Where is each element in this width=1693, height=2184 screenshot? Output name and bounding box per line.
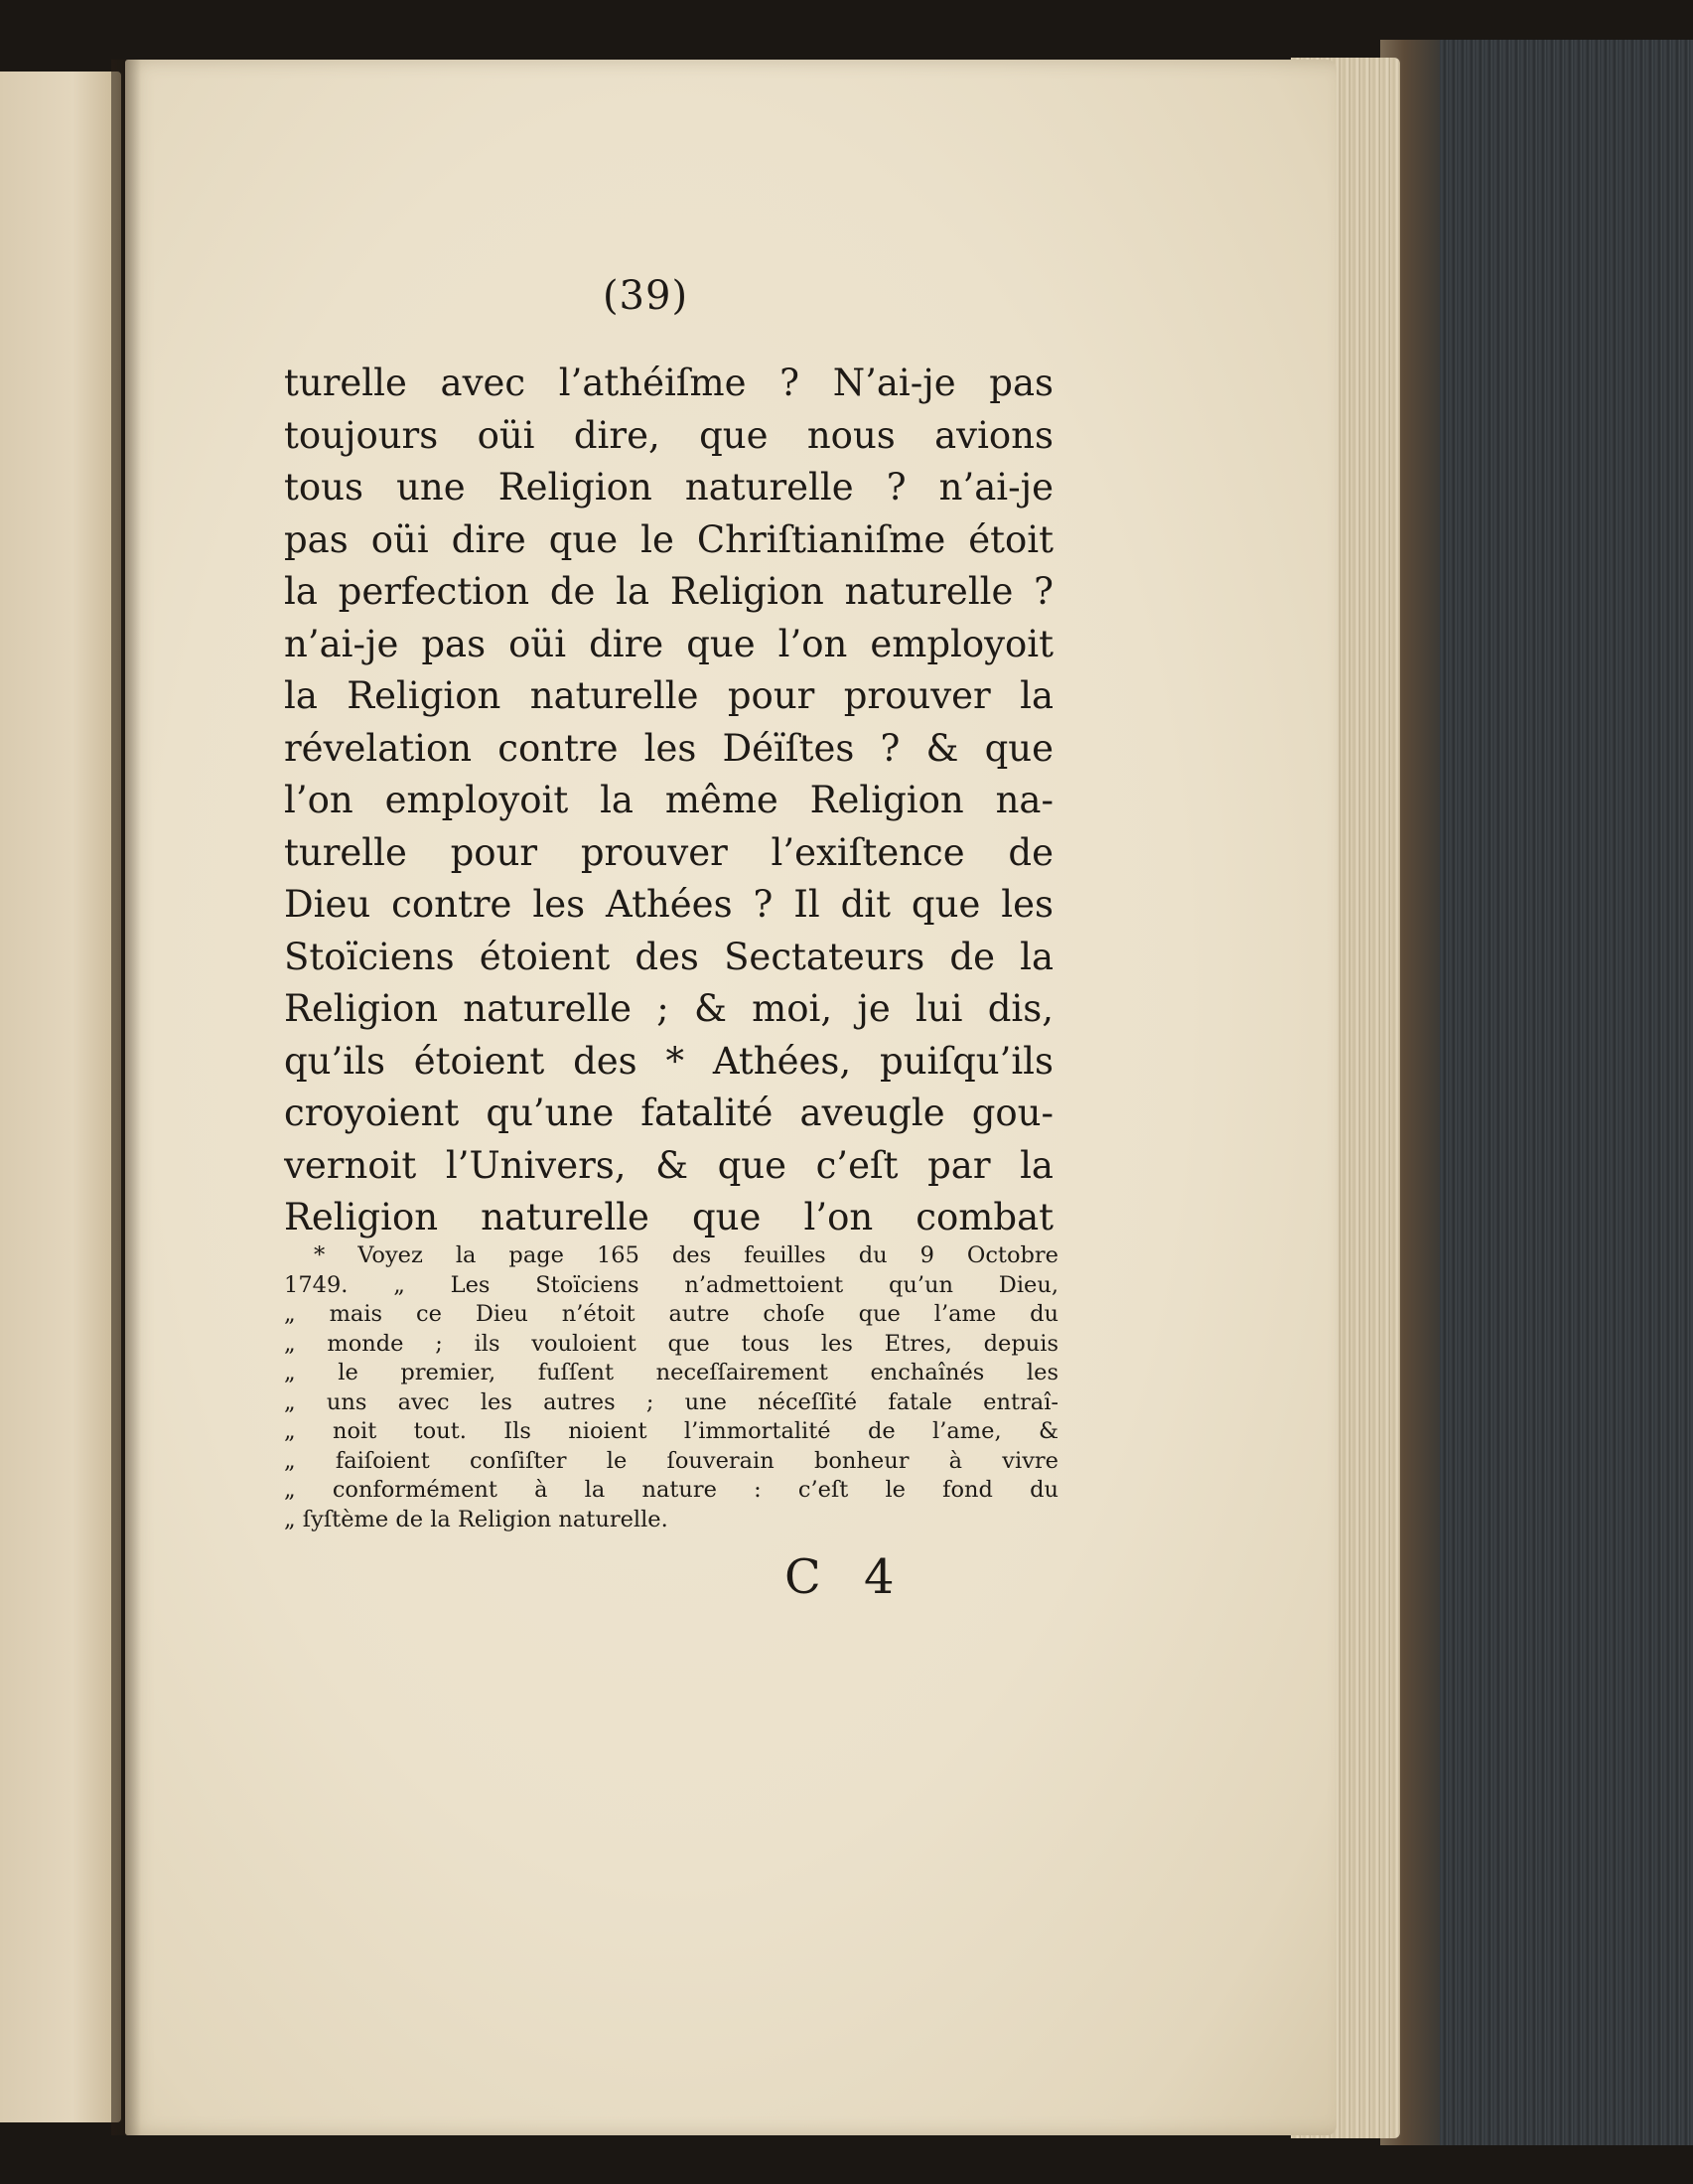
- footnote-line: „ mais ce Dieu n’étoit autre choſe que l’ame du: [284, 1301, 1058, 1327]
- footnote-line: 1749. „ Les Stoïciens n’admettoient qu’un Dieu,: [284, 1271, 1058, 1298]
- body-line: toujours oüi dire, que nous avions: [284, 413, 1054, 457]
- body-line: tous une Religion naturelle ? n’ai-je: [284, 466, 1054, 509]
- signature-mark: C 4: [784, 1549, 909, 1605]
- body-line: croyoient qu’une fatalité aveugle gou-: [284, 1092, 1054, 1134]
- page-number: (39): [602, 273, 689, 319]
- footnote-line: „ conformément à la nature : c’eſt le fond du: [284, 1477, 1058, 1503]
- footnote-line: „ noit tout. Ils nioient l’immortalité de l’ame, &: [284, 1418, 1058, 1444]
- left-page-edge: [0, 72, 121, 2122]
- gutter-shadow: [111, 60, 141, 2135]
- body-line: révelation contre les Déïſtes ? & que: [284, 726, 1054, 770]
- body-line: la Religion naturelle pour prouver la: [284, 674, 1054, 717]
- footnote: [284, 1241, 1058, 1534]
- body-line: Religion naturelle que l’on combat: [284, 1196, 1054, 1238]
- footnote-line: „ ſyſtème de la Religion naturelle.: [284, 1506, 668, 1532]
- body-line: l’on employoit la même Religion na-: [284, 779, 1054, 821]
- body-line: turelle avec l’athéiſme ? N’ai-je pas: [284, 362, 1054, 404]
- body-line: pas oüi dire que le Chriſtianiſme étoit: [284, 517, 1054, 561]
- body-line: qu’ils étoient des * Athées, puiſqu’ils: [284, 1039, 1054, 1083]
- footnote-line: „ le premier, fuſſent neceſſairement enchaînés les: [284, 1360, 1058, 1385]
- body-line: turelle pour prouver l’exiſtence de: [284, 830, 1054, 874]
- footnote-line: „ faiſoient conſiſter le ſouverain bonheur à vivre: [284, 1447, 1058, 1474]
- body-text: [284, 358, 1054, 1244]
- footnote-line: „ uns avec les autres ; une néceſſité fatale entraî-: [284, 1388, 1058, 1415]
- footnote-line: * Voyez la page 165 des feuilles du 9 Octobre: [314, 1242, 1058, 1268]
- footnote-line: „ monde ; ils vouloient que tous les Etres, depuis: [284, 1330, 1058, 1357]
- body-line: la perfection de la Religion naturelle ?: [284, 570, 1054, 613]
- body-line: Religion naturelle ; & moi, je lui dis,: [284, 987, 1054, 1030]
- body-line: vernoit l’Univers, & que c’eſt par la: [284, 1143, 1054, 1187]
- body-line: n’ai-je pas oüi dire que l’on employoit: [284, 622, 1054, 665]
- body-line: Dieu contre les Athées ? Il dit que les: [284, 883, 1054, 926]
- body-line: Stoïciens étoient des Sectateurs de la: [284, 935, 1054, 978]
